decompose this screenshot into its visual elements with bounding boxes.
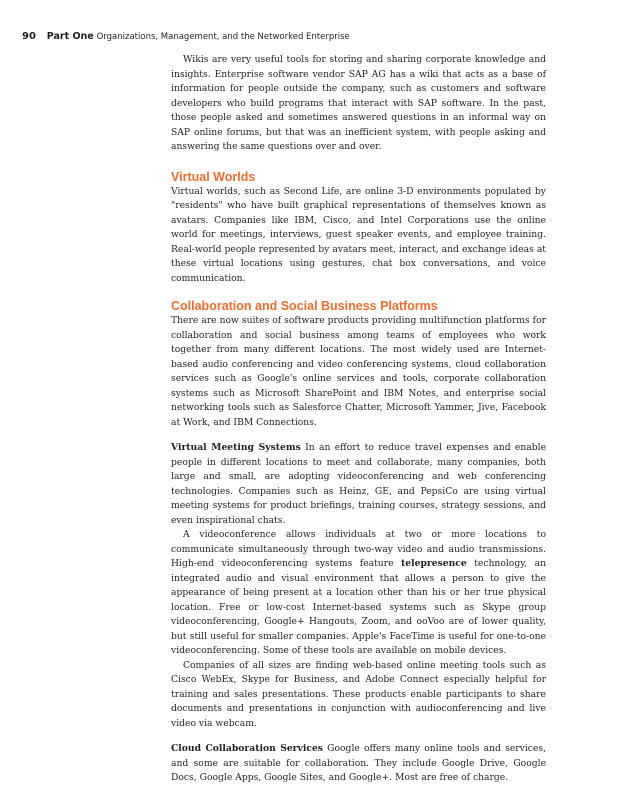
runin-cloud-collaboration-services: Cloud Collaboration Services bbox=[171, 743, 323, 754]
cloud-collaboration-paragraph bbox=[171, 742, 546, 786]
part-title: Organizations, Management, and the Networked Enterprise bbox=[96, 32, 350, 42]
virtual-meeting-text: In an effort to reduce travel expenses and enable people in different locations to meet and collaborate, many companies, both large and small, are adopting videoconferencing and web conferencing technologies. Companies such as Heinz, GE, and PepsiCo are using virtual meeting systems for product briefings, training courses, strategy sessions, and even inspirational chats. bbox=[171, 442, 547, 526]
videoconference-text-b: technology, an integrated audio and visual environment that allows a person to give the appearance of being present at a location other than his or her true physical location. Free or low-cost Internet-based systems such as Skype group videoconferencing, Google+ Hangouts, Zoom, and ooVoo are of lower quality, but still useful for smaller companies. Apple's FaceTime is useful for one-to-one videoconferencing. Some of these tools are available on mobile devices. bbox=[171, 558, 546, 656]
virtual-meeting-paragraph bbox=[171, 441, 546, 528]
running-header bbox=[22, 31, 350, 42]
videoconference-paragraph bbox=[171, 528, 546, 659]
wiki-paragraph: Wikis are very useful tools for storing and sharing corporate knowledge and insights. Enterprise software vendor SAP AG has a wiki that acts as a base of information for people outside the company, such as customers and software developers who build programs that interact with SAP software. In the past, those people asked and sometimes answered questions in an informal way on SAP online forums, but that was an inefficient system, with people asking and answering the same questions over and over. bbox=[171, 54, 546, 152]
part-label: Part One bbox=[46, 31, 94, 42]
videoconference-text-a: A videoconference allows individuals at two or more locations to communicate simultaneously through two-way video and audio transmissions. High-end videoconferencing systems feature bbox=[171, 529, 546, 569]
page-number: 90 bbox=[22, 31, 36, 42]
online-meeting-tools-paragraph: Companies of all sizes are finding web-based online meeting tools such as Cisco WebEx, Skype for Business, and Adobe Connect especially helpful for training and sales presentations. These products enable participants to share documents and presentations in conjunction with audioconferencing and live video via webcam. bbox=[171, 659, 546, 729]
virtual-worlds-paragraph: Virtual worlds, such as Second Life, are online 3-D environments populated by "residents" who have built graphical representations of themselves known as avatars. Companies like IBM, Cisco, and Intel Corporations use the online world for meetings, interviews, guest speaker events, and employee training. Real-world people represented by avatars meet, interact, and exchange ideas at these virtual locations using gestures, chat box conversations, and voice communication. bbox=[171, 185, 546, 284]
heading-collaboration-platforms: Collaboration and Social Business Platforms bbox=[171, 299, 438, 313]
cloud-collaboration-text: Google offers many online tools and services, and some are suitable for collaboration. They include Google Drive, Google Docs, Google Apps, Google Sites, and Google+. Most are free of charge. bbox=[171, 743, 547, 783]
main-column bbox=[171, 53, 546, 786]
heading-virtual-worlds: Virtual Worlds bbox=[171, 169, 256, 184]
keyword-telepresence: telepresence bbox=[401, 558, 467, 569]
collaboration-paragraph: There are now suites of software products providing multifunction platforms for collaboration and social business among teams of employees who work together from many different locations. The most widely used are Internet-based audio conferencing and video conferencing systems, cloud collaboration services such as Google's online services and tools, corporate collaboration systems such as Microsoft SharePoint and IBM Notes, and enterprise social networking tools such as Salesforce Chatter, Microsoft Yammer, Jive, Facebook at Work, and IBM Connections. bbox=[171, 315, 546, 428]
runin-virtual-meeting-systems: Virtual Meeting Systems bbox=[171, 442, 301, 453]
